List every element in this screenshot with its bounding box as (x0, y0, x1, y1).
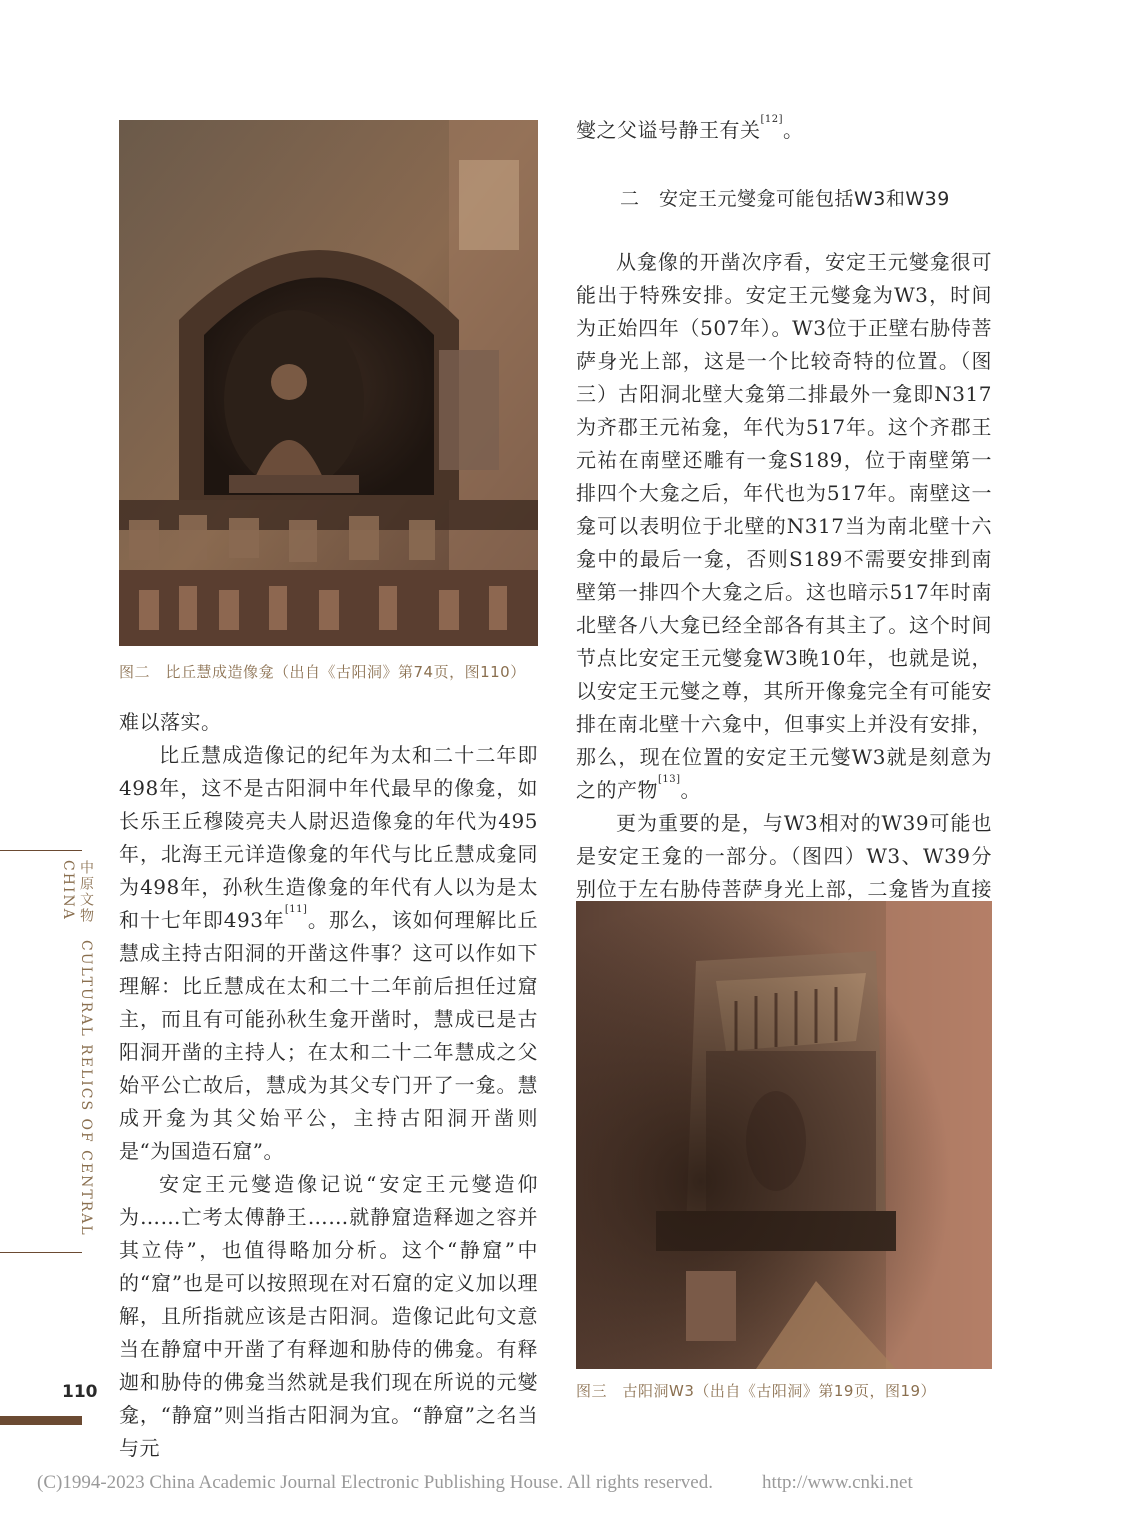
figure3-image (576, 901, 992, 1369)
left-paragraph-3: 安定王元燮造像记说“安定王元燮造仰为……亡考太傅静王……就静窟造释迦之容并其立侍”，也值得略加分析。这个“静窟”中的“窟”也是可以按照现在对石窟的定义加以理解，且所指就应该是古阳洞。造像记此句文意当在静窟中开凿了有释迦和胁侍的佛龛。有释迦和胁侍的佛龛当然就是我们现在所说的元燮龛，“静窟”则当指古阳洞为宜。“静窟”之名当与元 (119, 1172, 538, 1460)
right-column-text-top (576, 114, 992, 147)
figure3-photo (576, 901, 992, 1369)
figure2-photo (119, 120, 538, 646)
right-column-text (576, 246, 992, 939)
right-paragraph-1 (576, 246, 992, 807)
right-paragraph-1-text-a: 从龛像的开凿次序看，安定王元燮龛很可能出于特殊安排。安定王元燮龛为W3，时间为正始四年（507年）。W3位于正壁右胁侍菩萨身光上部，这是一个比较奇特的位置。（图三）古阳洞北壁大龛第二排最外一龛即N317为齐郡王元祐龛，年代为517年。这个齐郡王元祐在南壁还雕有一龛S189，位于南壁第一排四个大龛之后，年代也为517年。南壁这一龛可以表明位于北壁的N317当为南北壁十六龛中的最后一龛，否则S189不需要安排到南壁第一排四个大龛之后。这也暗示517年时南北壁各八大龛已经全部各有其主了。这个时间节点比安定王元燮龛W3晚10年，也就是说，以安定王元燮之尊，其所开像龛完全有可能安排在南北壁十六龛中，但事实上并没有安排，那么，现在位置的安定王元燮W3就是刻意为之的产物 (576, 250, 992, 802)
journal-title-cn: 中原文物 (78, 860, 94, 924)
footer-url[interactable]: http://www.cnki.net (762, 1472, 913, 1493)
right-paragraph-0 (576, 114, 992, 147)
figure3-caption: 图三 古阳洞W3（出自《古阳洞》第19页，图19） (576, 1382, 937, 1400)
citation-12: [12] (760, 114, 784, 125)
citation-13: [13] (658, 774, 681, 785)
left-paragraph-2-text-b: 。那么，该如何理解比丘慧成主持古阳洞的开凿这件事？这可以作如下理解：比丘慧成在太和二十二年前后担任过窟主，而且有可能孙秋生龛开凿时，慧成已是古阳洞开凿的主持人；在太和二十二年慧成之父始平公亡故后，慧成为其父专门开了一龛。慧成开龛为其父始平公，主持古阳洞开凿则是“为国造石窟”。 (119, 908, 538, 1163)
left-paragraph-1: 难以落实。 (119, 710, 222, 734)
left-column-text (119, 706, 538, 1465)
right-paragraph-2: 更为重要的是，与W3相对的W39可能也是安定王龛的一部分。（图四）W3、W39分别位于左右胁侍菩萨身光上部，二龛皆为直接 (576, 811, 992, 901)
left-paragraph-2 (119, 739, 538, 1168)
citation-11: [11] (284, 904, 308, 915)
footer-copyright: (C)1994-2023 China Academic Journal Electronic Publishing House. All rights reserved. (37, 1472, 713, 1493)
right-paragraph-1-text-b: 。 (680, 778, 702, 802)
right-paragraph-0-text-a: 燮之父谥号静王有关 (576, 118, 761, 142)
section-heading: 二 安定王元燮龛可能包括W3和W39 (620, 188, 950, 210)
right-paragraph-0-text-b: 。 (783, 118, 804, 142)
margin-rule-top (0, 850, 82, 851)
journal-title-en: CULTURAL RELICS OF CENTRAL CHINA (60, 860, 94, 1237)
journal-title-vertical (60, 860, 96, 1250)
page-number: 110 (62, 1382, 98, 1402)
figure2-caption: 图二 比丘慧成造像龛（出自《古阳洞》第74页，图110） (119, 663, 526, 681)
margin-rule-bottom (0, 1252, 82, 1253)
page-number-bar (0, 1416, 82, 1425)
figure2-image (119, 120, 538, 646)
left-paragraph-2-text-a: 比丘慧成造像记的纪年为太和二十二年即498年，这不是古阳洞中年代最早的像龛，如长乐王丘穆陵亮夫人尉迟造像龛的年代为495年，北海王元详造像龛的年代与比丘慧成龛同为498年，孙秋生造像龛的年代有人以为是太和十七年即493年 (119, 743, 538, 932)
